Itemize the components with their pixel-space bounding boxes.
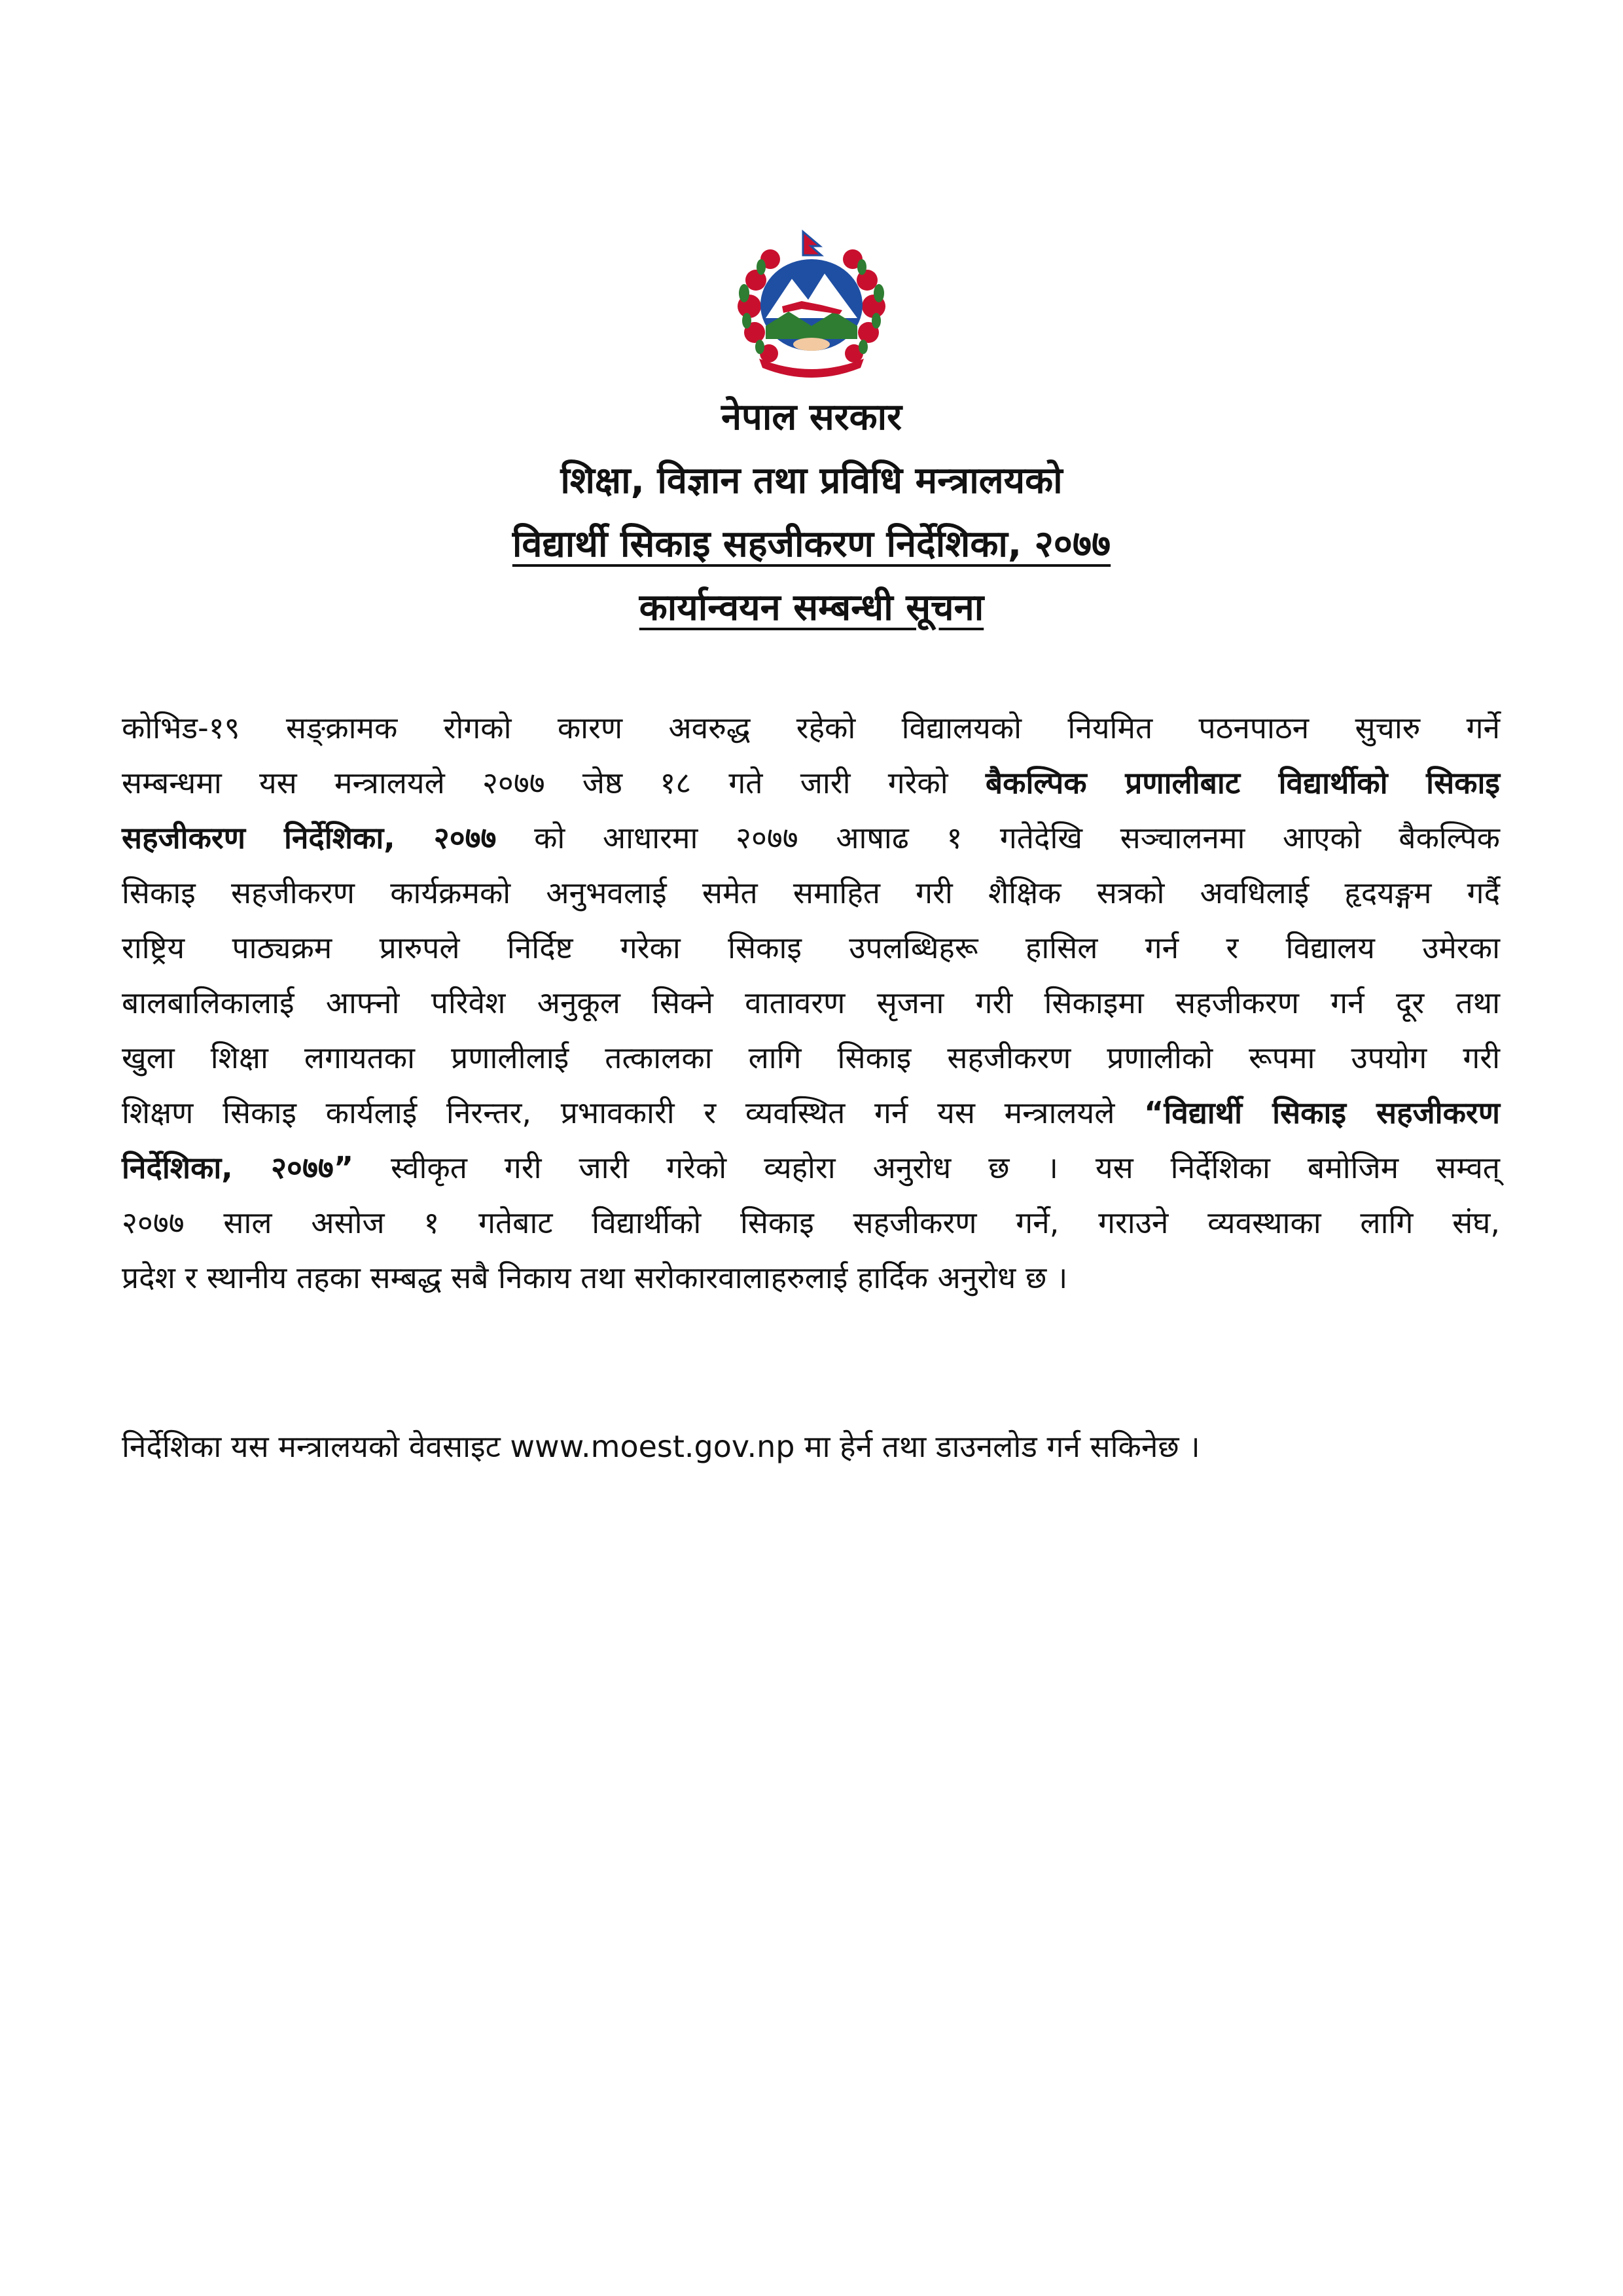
nepal-coat-of-arms-icon (730, 228, 893, 378)
paragraph-line (122, 755, 1500, 810)
text-run: को आधारमा २०७७ आषाढ १ गतेदेखि सञ्चालनमा आएको बैकल्पिक (496, 820, 1500, 855)
bold-guideline-name: बैकल्पिक प्रणालीबाट विद्यार्थीको सिकाइ (985, 765, 1500, 800)
text-run: सिकाइ सहजीकरण कार्यक्रमको अनुभवलाई समेत समाहित गरी शैक्षिक सत्रको अवधिलाई हृदयङ्गम गर्दै (122, 875, 1500, 910)
paragraph-line (122, 1140, 1500, 1195)
text-run: निर्देशिका यस मन्त्रालयको वेवसाइट www.moest.gov.np मा हेर्न तथा डाउनलोड गर्न सकिनेछ । (122, 1429, 1200, 1464)
paragraph-line (122, 1419, 1500, 1474)
paragraph-line (122, 865, 1500, 920)
paragraph-line (122, 1085, 1500, 1140)
paragraph-line (122, 975, 1500, 1030)
paragraph-line (122, 1030, 1500, 1085)
text-run: राष्ट्रिय पाठ्यक्रम प्रारुपले निर्दिष्ट गरेका सिकाइ उपलब्धिहरू हासिल गर्न र विद्यालय उमेरका (122, 930, 1500, 965)
paragraph-line (122, 1195, 1500, 1250)
text-run: स्वीकृत गरी जारी गरेको व्यहोरा अनुरोध छ । यस निर्देशिका बमोजिम सम्वत् (353, 1150, 1500, 1185)
text-run: शिक्षण सिकाइ कार्यलाई निरन्तर, प्रभावकारी र व्यवस्थित गर्न यस मन्त्रालयले (122, 1095, 1145, 1130)
bold-guideline-name: निर्देशिका, २०७७” (122, 1150, 354, 1185)
bold-guideline-name: “विद्यार्थी सिकाइ सहजीकरण (1144, 1095, 1500, 1130)
text-run: खुला शिक्षा लगायतका प्रणालीलाई तत्कालका लागि सिकाइ सहजीकरण प्रणालीको रूपमा उपयोग गरी (122, 1040, 1500, 1075)
notice-paragraph (122, 700, 1500, 1305)
website-paragraph (122, 1419, 1500, 1474)
government-heading: नेपाल सरकार (721, 396, 902, 439)
paragraph-line (122, 700, 1500, 755)
paragraph-line (122, 1250, 1500, 1305)
text-run: सम्बन्धमा यस मन्त्रालयले २०७७ जेष्ठ १८ गते जारी गरेको (122, 765, 986, 800)
guideline-title: विद्यार्थी सिकाइ सहजीकरण निर्देशिका, २०७७ (512, 523, 1111, 565)
text-run: बालबालिकालाई आफ्नो परिवेश अनुकूल सिक्ने वातावरण सृजना गरी सिकाइमा सहजीकरण गर्न दूर तथा (122, 985, 1501, 1020)
paragraph-line (122, 810, 1500, 865)
paragraph-line (122, 920, 1500, 975)
ministry-heading: शिक्षा, विज्ञान तथा प्रविधि मन्त्रालयको (560, 459, 1063, 502)
text-run: कोभिड-१९ सङ्क्रामक रोगको कारण अवरुद्ध रहेको विद्यालयको नियमित पठनपाठन सुचारु गर्ने (122, 710, 1500, 745)
text-run: २०७७ साल असोज १ गतेबाट विद्यार्थीको सिकाइ सहजीकरण गर्ने, गराउने व्यवस्थाका लागि संघ, (122, 1205, 1500, 1240)
text-run: प्रदेश र स्थानीय तहका सम्बद्ध सबै निकाय तथा सरोकारवालाहरुलाई हार्दिक अनुरोध छ । (122, 1260, 1068, 1295)
notice-title: कार्यान्वयन सम्बन्धी सूचना (639, 586, 984, 629)
bold-guideline-name: सहजीकरण निर्देशिका, २०७७ (122, 820, 497, 855)
